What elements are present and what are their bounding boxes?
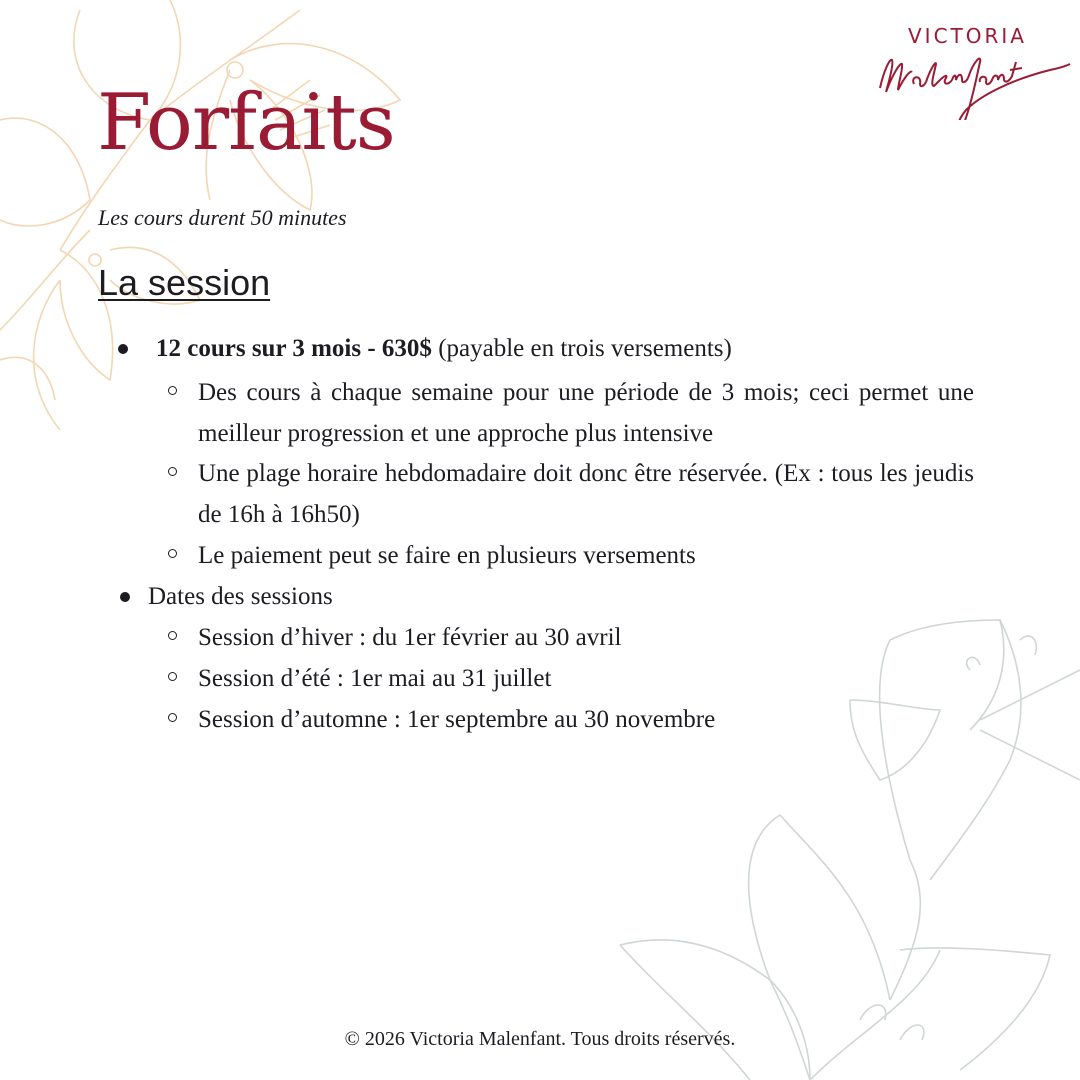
sub-item-text: Session d’été : 1er mai au 31 juillet bbox=[198, 665, 552, 692]
circle-bullet-icon bbox=[168, 672, 177, 681]
circle-bullet-icon bbox=[168, 386, 177, 395]
sub-item-text: Une plage horaire hebdomadaire doit donc être réservée. (Ex : tous les jeudis de 16h à 16h50) bbox=[198, 460, 974, 528]
sub-list-item bbox=[168, 453, 974, 535]
sub-list-item bbox=[168, 617, 974, 658]
page-subtitle: Les cours durent 50 minutes bbox=[98, 205, 347, 230]
copyright-footer: © 2026 Victoria Malenfant. Tous droits réservés. bbox=[344, 1028, 736, 1050]
session-dates-label: Dates des sessions bbox=[148, 583, 333, 610]
sub-list-item bbox=[168, 658, 974, 699]
bullet-icon bbox=[120, 592, 130, 602]
package-text bbox=[156, 335, 732, 362]
list-item-session-dates bbox=[100, 576, 333, 617]
sub-list-item bbox=[168, 535, 974, 576]
sub-list-item bbox=[168, 372, 974, 454]
brand-logo bbox=[870, 20, 1075, 120]
circle-bullet-icon bbox=[168, 713, 177, 722]
logo-wordmark-top: VICTORIA bbox=[908, 24, 1027, 48]
sub-list-item bbox=[168, 699, 974, 740]
circle-bullet-icon bbox=[168, 631, 177, 640]
list-item-package bbox=[100, 328, 732, 369]
sub-item-text: Des cours à chaque semaine pour une période de 3 mois; ceci permet une meilleur progression et une approche plus intensive bbox=[198, 379, 974, 447]
package-title: 12 cours sur 3 mois - 630$ bbox=[156, 335, 432, 362]
section-heading: La session bbox=[98, 262, 271, 303]
package-payment-note: (payable en trois versements) bbox=[431, 335, 732, 362]
sub-item-text: Le paiement peut se faire en plusieurs versements bbox=[198, 542, 696, 569]
sub-item-text: Session d’automne : 1er septembre au 30 novembre bbox=[198, 706, 716, 733]
sub-item-text: Session d’hiver : du 1er février au 30 avril bbox=[198, 624, 622, 651]
bullet-icon bbox=[118, 344, 128, 354]
circle-bullet-icon bbox=[168, 549, 177, 558]
circle-bullet-icon bbox=[168, 467, 177, 476]
logo-signature bbox=[870, 40, 1075, 120]
page-title: Forfaits bbox=[97, 78, 395, 168]
